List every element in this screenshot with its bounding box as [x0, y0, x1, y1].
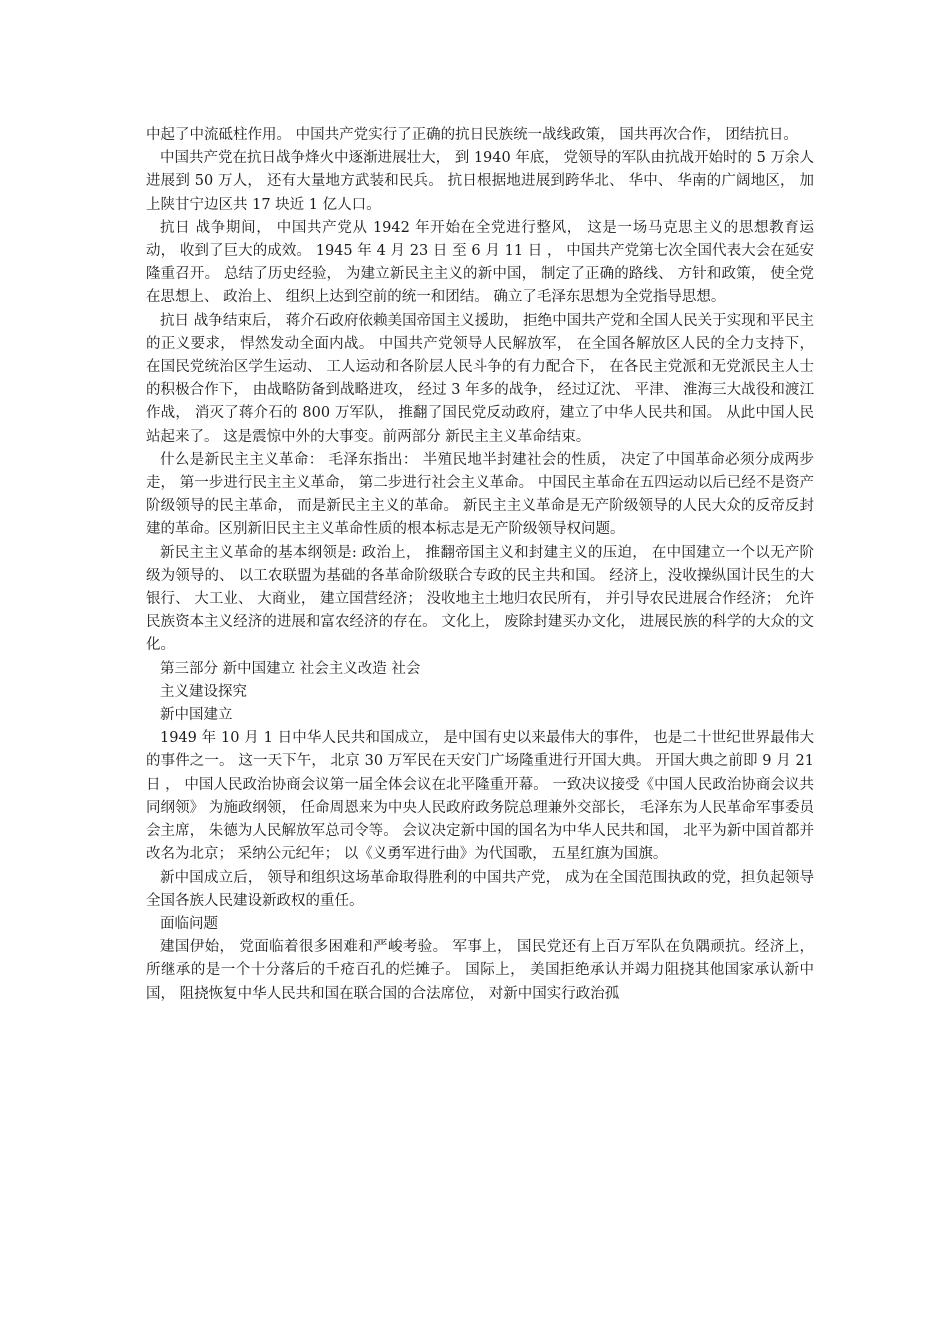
paragraph-0: 中起了中流砥柱作用。 中国共产党实行了正确的抗日民族统一战线政策， 国共再次合作， 团结抗日。	[146, 127, 798, 143]
paragraph-10: 新中国成立后， 领导和组织这场革命取得胜利的中国共产党， 成为在全国范围执政的党，担负起领导全国各族人民建设新政权的重任。	[146, 869, 814, 909]
paragraph-2: 抗日 战争期间， 中国共产党从 1942 年开始在全党进行整风， 这是一场马克思主义的思想教育运动， 收到了巨大的成效。 1945 年 4 月 23 日 至 6 月 11 日 ， 中国共产党第七次全国代表大会在延安隆重召开。 总结了历史经验， 为建立新民主主义的新中国， 制定了正确的路线、 方针和政策， 使全党在思想上、 政治上、 组织上达到空前的统一和团结。 确立了毛泽东思想为全党指导思想。	[146, 219, 814, 306]
subheading-new-china: 新中国建立	[160, 707, 233, 724]
section-heading-part3-cont: 主义建设探究	[160, 683, 247, 700]
document-page	[146, 124, 814, 1006]
paragraph-5: 新民主主义革命的基本纲领是: 政治上， 推翻帝国主义和封建主义的压迫， 在中国建立一个以无产阶级为领导的、 以工农联盟为基础的各革命阶级联合专政的民主共和国。 经济上，没收操纵国计民生的大银行、 大工业、 大商业， 建立国营经济； 没收地主土地归农民所有， 并引导农民进展合作经济； 允许民族资本主义经济的进展和富农经济的存在。 文化上， 废除封建买办文化， 进展民族的科学的大众的文化。	[146, 544, 814, 654]
paragraph-4: 什么是新民主主义革命： 毛泽东指出： 半殖民地半封建社会的性质， 决定了中国革命必须分成两步走， 第一步进行民主主义革命， 第二步进行社会主义革命。 中国民主革命在五四运动以后已经不是资产阶级领导的民主革命， 而是新民主主义的革命。 新民主主义革命是无产阶级领导的人民大众的反帝反封建的革命。区别新旧民主主义革命性质的根本标志是无产阶级领导权问题。	[146, 451, 814, 538]
section-heading-part3: 第三部分 新中国建立 社会主义改造 社会	[160, 660, 421, 677]
paragraph-1: 中国共产党在抗日战争烽火中逐渐进展壮大， 到 1940 年底， 党领导的军队由抗战开始时的 5 万余人进展到 50 万人， 还有大量地方武装和民兵。 抗日根据地进展到跨华北、 华中、 华南的广阔地区， 加上陕甘宁边区共 17 块近 1 亿人口。	[146, 150, 814, 213]
paragraph-3: 抗日 战争结束后， 蒋介石政府依赖美国帝国主义援助， 拒绝中国共产党和全国人民关于实现和平民主的正义要求， 悍然发动全面内战。 中国共产党领导人民解放军， 在全国各解放区人民的全力支持下， 在国民党统治区学生运动、 工人运动和各阶层人民斗争的有力配合下， 在各民主党派和无党派民主人士的积极合作下， 由战略防备到战略进攻， 经过 3 年多的战争， 经过辽沈、 平津、 淮海三大战役和渡江作战， 消灭了蒋介石的 800 万军队， 推翻了国民党反动政府，建立了中华人民共和国。 从此中国人民站起来了。 这是震惊中外的大事变。前两部分 新民主主义革命结束。	[146, 312, 814, 445]
paragraph-9: 1949 年 10 月 1 日中华人民共和国成立， 是中国有史以来最伟大的事件， 也是二十世纪世界最伟大的事件之一。 这一天下午， 北京 30 万军民在天安门广场隆重进行开国大典。 开国大典之前即 9 月 21 日 ， 中国人民政治协商会议第一届全体会议在北平隆重开幕。 一致决议接受《中国人民政治协商会议共同纲领》 为施政纲领， 任命周恩来为中央人民政府政务院总理兼外交部长， 毛泽东为人民革命军事委员会主席， 朱德为人民解放军总司令等。 会议决定新中国的国名为中华人民共和国， 北平为新中国首都并改名为北京； 采纳公元纪年； 以《义勇军进行曲》为代国歌， 五星红旗为国旗。	[146, 730, 814, 863]
paragraph-12: 建国伊始， 党面临着很多困难和严峻考验。 军事上， 国民党还有上百万军队在负隅顽抗。经济上， 所继承的是一个十分落后的千疮百孔的烂摊子。 国际上， 美国拒绝承认并竭力阻挠其他国家承认新中国， 阻挠恢复中华人民共和国在联合国的合法席位， 对新中国实行政治孤	[146, 939, 814, 1002]
subheading-problems: 面临问题	[160, 915, 218, 932]
